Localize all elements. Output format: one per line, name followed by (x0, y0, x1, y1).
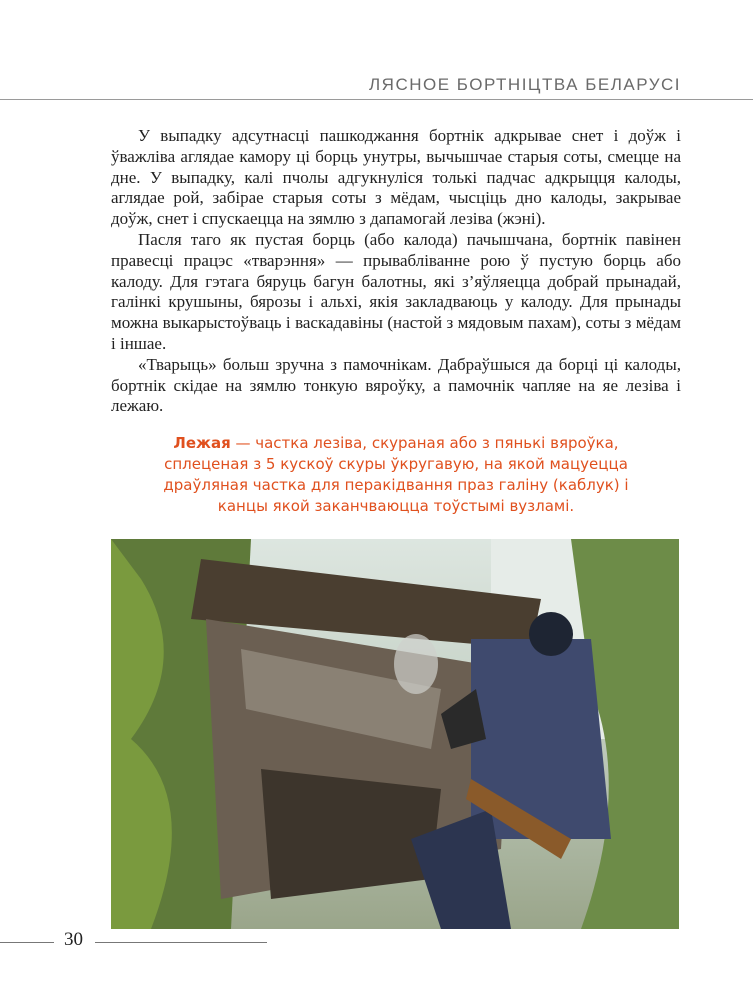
footer-rule-right (95, 942, 267, 943)
running-header: ЛЯСНОЕ БОРТНІЦТВА БЕЛАРУСІ (369, 75, 681, 94)
body-text (111, 126, 681, 417)
paragraph: У выпадку адсутнасці пашкоджання бортнік адкрывае снет і доўж і ўважліва аглядае камору ці борць унутры, вычышчае старыя соты, смецце на дне. У выпадку, калі пчолы адгукнуліся толькі падчас адкрыцця калоды, аглядае рой, забірае старыя соты з мёдам, чысціць дно калоды, закрывае доўж, снет і спускаецца на зямлю з дапамогай лезіва (жэні). (111, 126, 681, 229)
note-term: Лежая (173, 434, 231, 453)
definition-note (136, 433, 656, 517)
photo-illustration (111, 539, 679, 929)
footer-rule-left (0, 942, 54, 943)
header-rule (0, 99, 753, 100)
paragraph: Пасля таго як пустая борць (або калода) пачышчана, бортнік павінен правесці працэс «тварэння» — прываблiванне рою ў пустую борць або калоду. Для гэтага бяруць багун балотны, які з’яўляецца добрай прынадай, галінкі крушыны, бярозы і альхі, якія закладваюць у калоду. Для прынады можна выкарыстоўваць і васкадавіны (настой з мядовым пахам), соты з мёдам і іншае. (111, 229, 681, 353)
page-number: 30 (64, 929, 83, 950)
content-column (111, 126, 681, 929)
paragraph: «Тварыць» больш зручна з памочнікам. Дабраўшыся да борці ці калоды, бортнік скідае на зямлю тонкую вяроўку, а памочнік чапляе на яе лезіва і лежаю. (111, 354, 681, 416)
note-definition: — частка лезіва, скураная або з пянькі вяроўка, сплеценая з 5 кускоў скуры ўкругавую, на якой мацуецца драўляная частка для перакідвання праз галіну (каблук) і канцы якой заканчваюцца тоўстымі вузламі. (163, 434, 629, 516)
photo-beekeeper-log-hive (111, 539, 679, 929)
page-footer (0, 929, 300, 955)
